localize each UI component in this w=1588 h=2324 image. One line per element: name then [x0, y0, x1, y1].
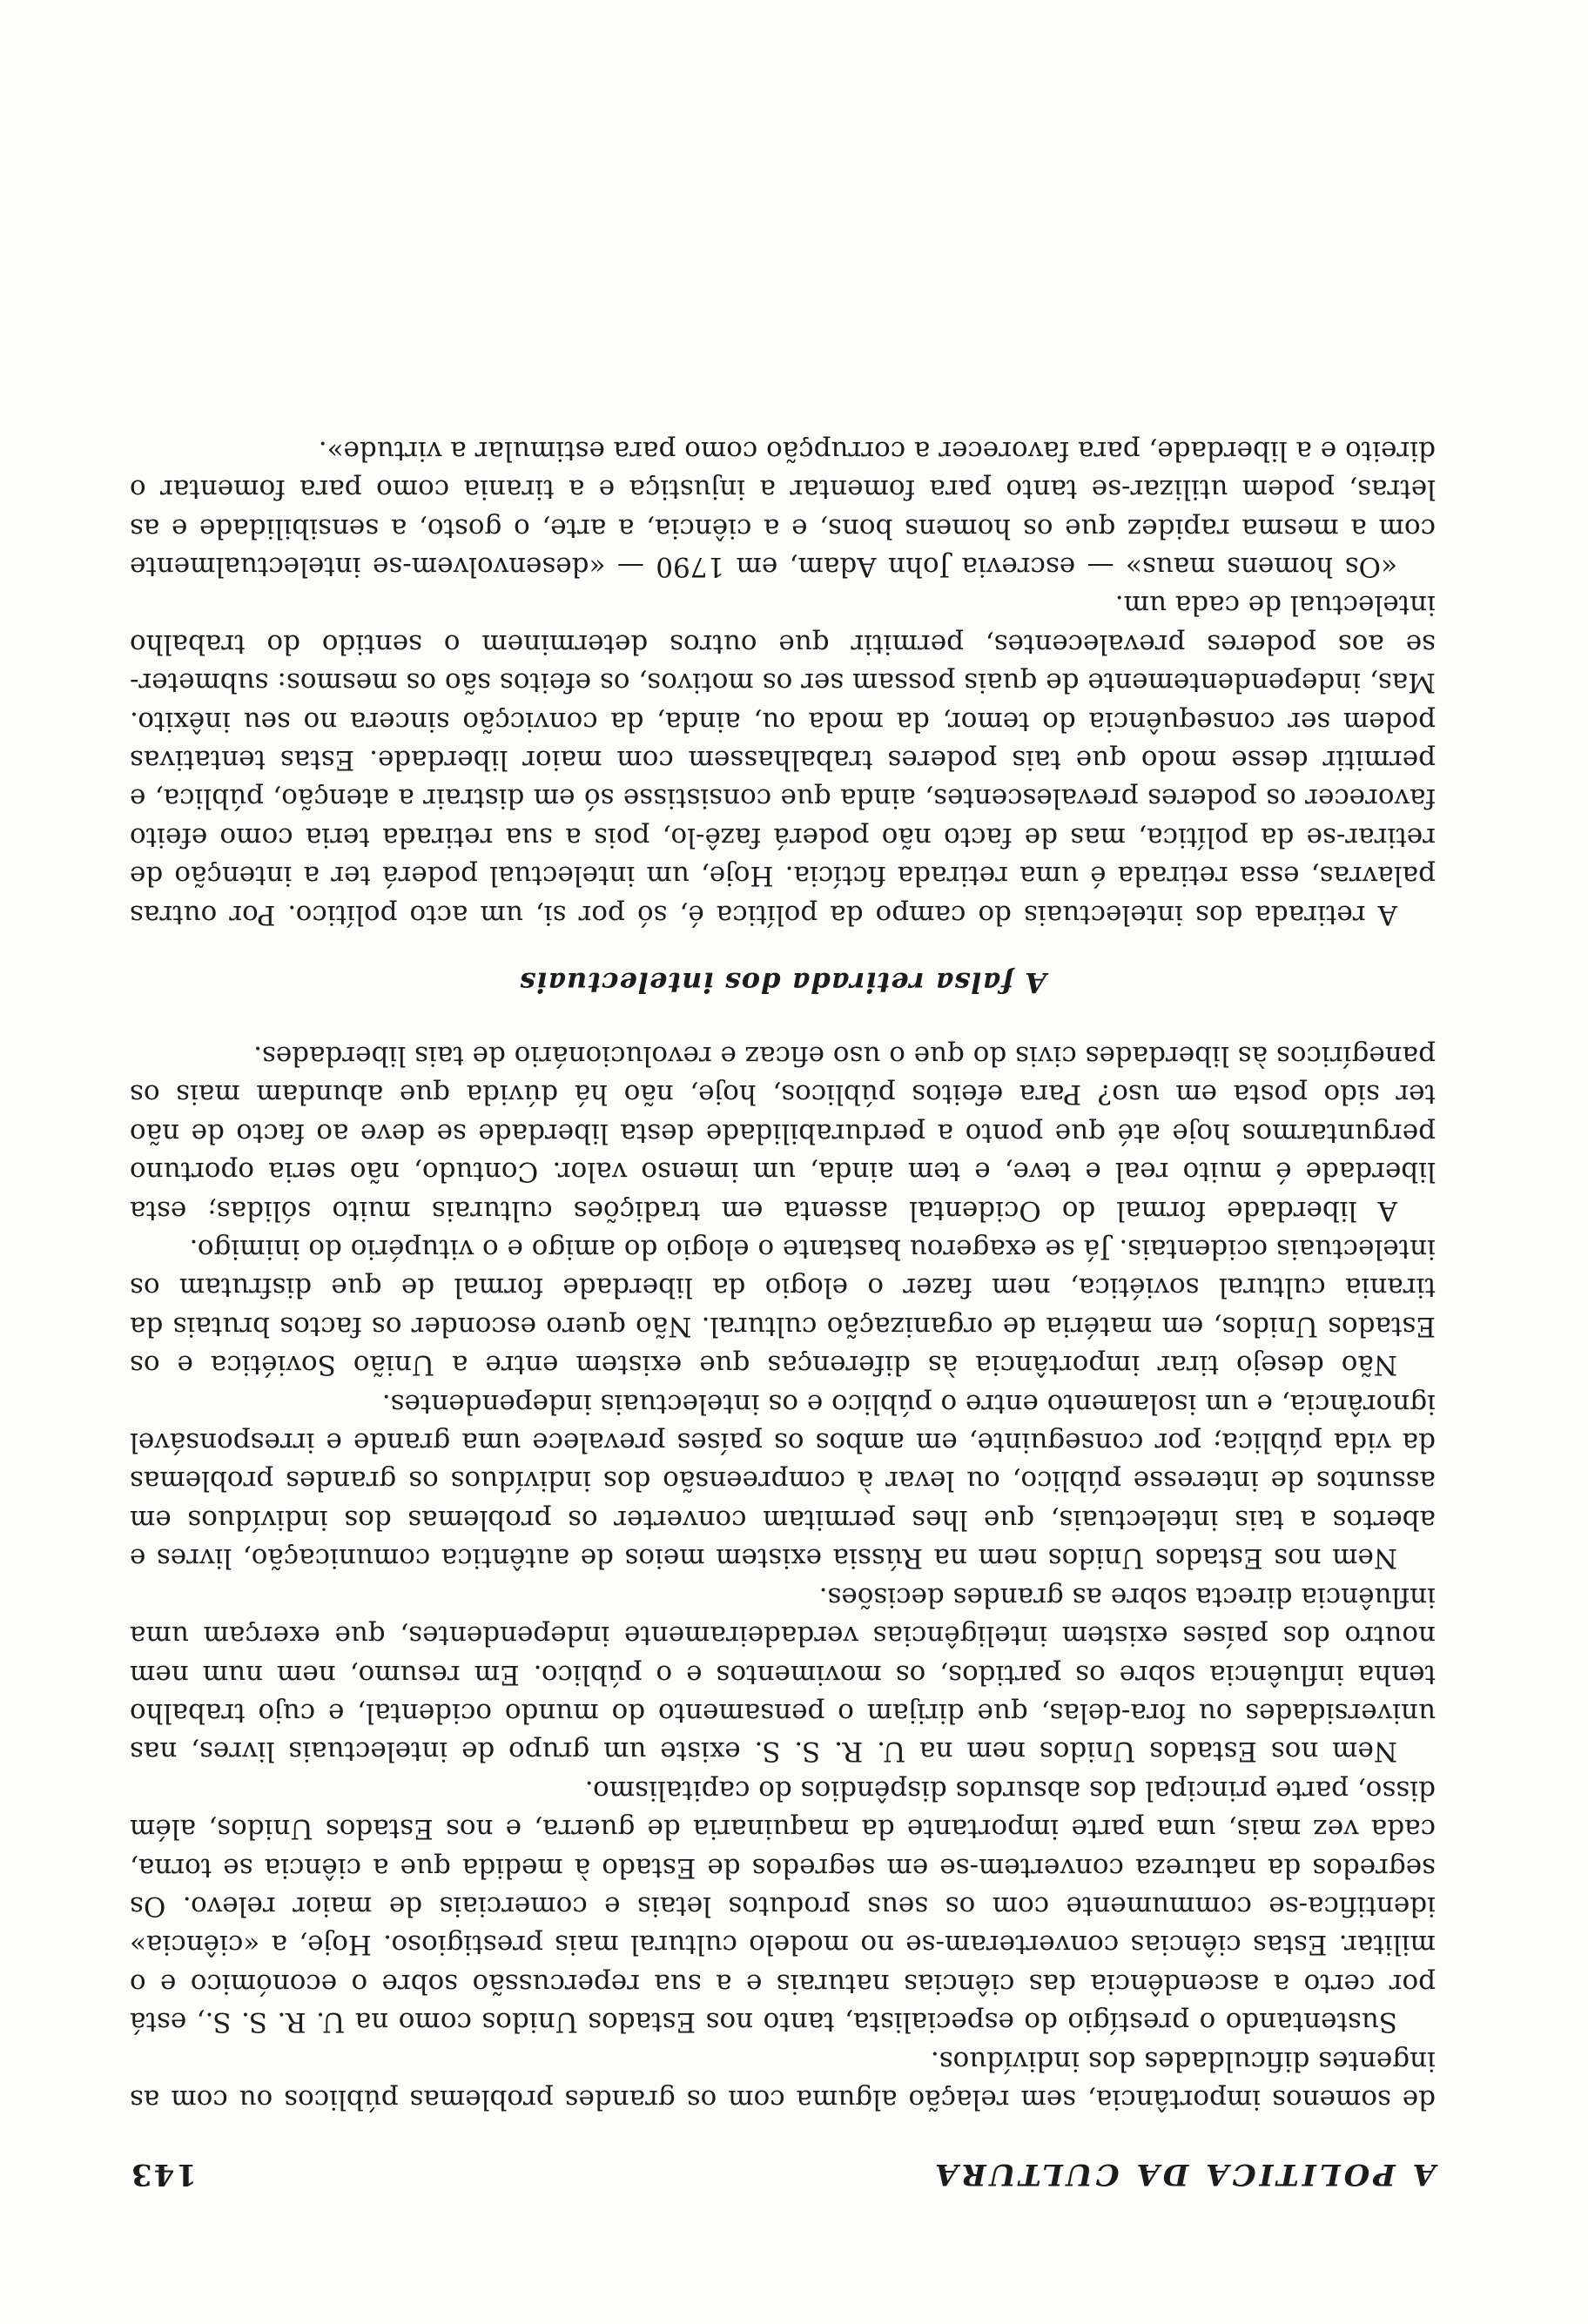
running-title: A POLITICA DA CULTURA: [932, 2157, 1436, 2192]
paragraph: de somenos importância, sem relação alguma com os grandes problemas públicos ou com as ingentes dificuldades dos indivíduos.: [130, 2045, 1436, 2115]
section-heading: A falsa retirada dos intelectuais: [519, 965, 1046, 999]
paragraph: Nem nos Estados Unidos nem na Rússia existem meios de autêntica comunicação, livres e abertos a tais intelectuais, que lhes permitam converter os problemas dos indivíduos em assuntos de interesse público, ou levar à compreensão dos indivíduos os grandes problemas da vida pública; por conseguinte, em ambos os países prevalece uma grande e irresponsável ignorância, e um isolamento entre o público e os intelectuais independentes.: [130, 1387, 1436, 1575]
page-content: [130, 431, 1436, 2193]
paragraph: Não desejo tirar importância às diferenças que existem entre a União Soviética e os Estados Unidos, em matéria de organização cultural. Não quero esconder os factos brutais da tirania cultural soviética, nem fazer o elogio da liberdade formal de que disfrutam os intelectuais ocidentais. Já se exagerou bastante o elogio do amigo e o vitupério do inimigo.: [130, 1233, 1436, 1381]
paragraph: A liberdade formal do Ocidental assenta em tradições culturais muito sólidas; esta liberdade é muito real e teve, e tem ainda, um imenso valor. Contudo, não seria oportuno perguntarmos hoje até que ponto a perdurabilidade desta liberdade se deve ao facto de não ter sido posta em uso? Para efeitos públicos, hoje, não há dúvida que abundam mais os panegíricos às liberdades civis do que o uso eficaz e revolucionário de tais liberdades.: [130, 1040, 1436, 1226]
paragraph: «Os homens maus» — escrevia John Adam, em 1790 — «desenvolvem-se intelectualmente com a mesma rapidez que os homens bons, e a ciência, a arte, o gosto, a sensibilidade e as letras, podem utilizar-se tanto para fomentar a injustiça e a tirania como para fomentar o direito e a liberdade, para favorecer a corrupção como para estimular a virtude».: [130, 434, 1436, 582]
running-header: [130, 2150, 1436, 2193]
paragraph: Nem nos Estados Unidos nem na U. R. S. S. existe um grupo de intelectuais livres, nas universidades ou fora-delas, que dirijam o pensamento do mundo ocidental, e cujo trabalho tenha influência sobre os partidos, os movimentos e o público. Em resumo, nem num nem noutro dos países existem inteligências verdadeiramente independentes, que exerçam uma influência directa sobre as grandes decisões.: [130, 1581, 1436, 1768]
paragraph: Sustentando o prestígio do especialista, tanto nos Estados Unidos como na U. R. S. S., está por certo a ascendência das ciências naturais e a sua repercussão sobre o económico e o militar. Estas ciências converteram-se no modelo cultural mais prestigioso. Hoje, a «ciência» identifica-se commumente com os seus produtos letais e comerciais de maior relevo. Os segredos da natureza convertem-se em segredos de Estado à medida que a ciência se torna, cada vez mais, uma parte importante da maquinaria de guerra, e nos Estados Unidos, além disso, parte principal dos absurdos dispêndios do capitalismo.: [130, 1774, 1436, 2039]
page-number: 143: [130, 2157, 197, 2192]
paragraph: A retirada dos intelectuais do campo da política é, só por si, um acto político. Por outras palavras, essa retirada é uma retirada fictícia. Hoje, um intelectual poderá ter a intenção de retirar-se da política, mas de facto não poderá fazê-lo, pois a sua retirada teria como efeito favorecer os poderes prevalescentes, ainda que consistisse só em distrair a atenção, pública, e permitir desse modo que tais poderes trabalhassem com maior liberdade. Estas tentativas podem ser consequência do temor, da moda ou, ainda, da convicção sincera no seu inêxito. Mas, independentemente de quais possam ser os motivos, os efeitos são os mesmos: submeter-se aos poderes prevalecentes, permitir que outros determinem o sentido do trabalho intelectual de cada um.: [130, 589, 1436, 930]
